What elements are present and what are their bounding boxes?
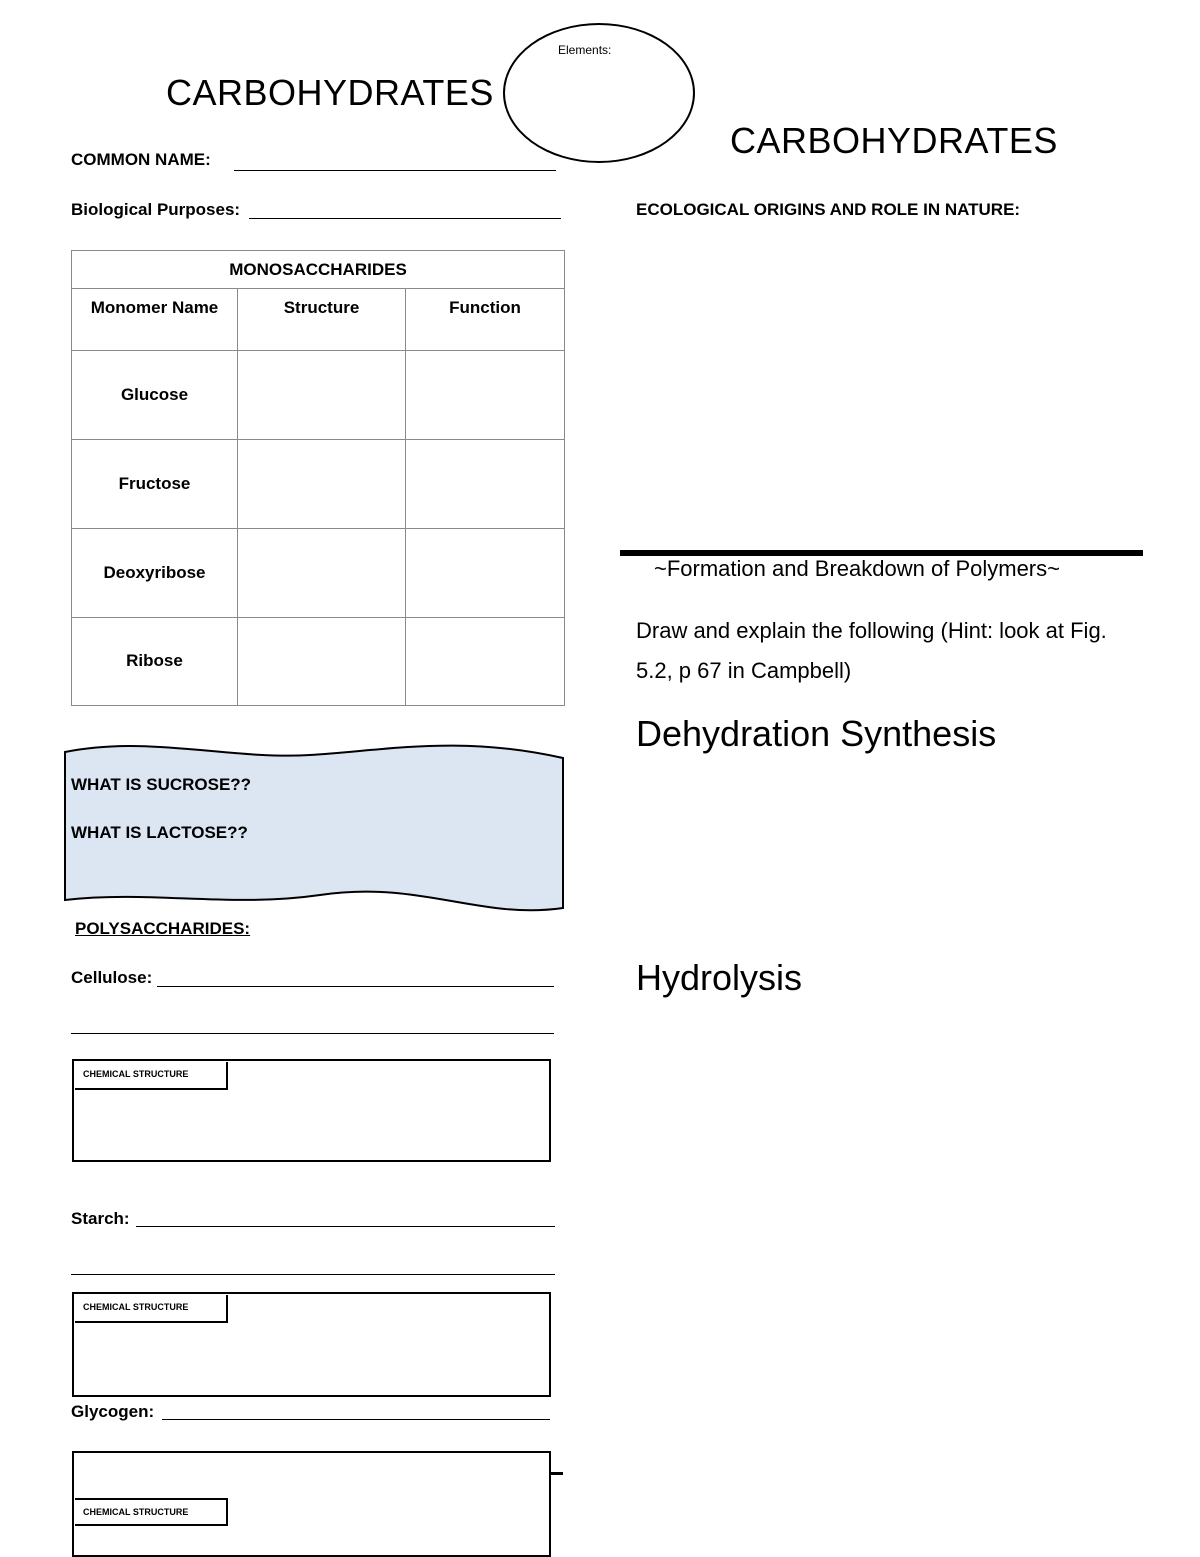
- sucrose-question: WHAT IS SUCROSE??: [71, 775, 252, 794]
- row-name-glucose: Glucose: [72, 351, 238, 440]
- glycogen-label: Glycogen:: [71, 1402, 155, 1421]
- section-heading: ~Formation and Breakdown of Polymers~: [654, 556, 1060, 581]
- instructions: Draw and explain the following (Hint: look at Fig. 5.2, p 67 in Campbell): [636, 618, 1107, 683]
- biological-purposes-line[interactable]: [249, 218, 561, 219]
- common-name-label: COMMON NAME:: [71, 150, 211, 169]
- table-row: [72, 440, 565, 528]
- cell-structure[interactable]: [238, 351, 406, 440]
- biological-purposes-label: Biological Purposes:: [71, 200, 241, 219]
- monosaccharides-table: [71, 250, 565, 706]
- lactose-question: WHAT IS LACTOSE??: [71, 823, 248, 842]
- cell-function[interactable]: [406, 440, 565, 528]
- starch-line-2[interactable]: [71, 1274, 555, 1275]
- column-function: Function: [406, 289, 565, 351]
- starch-structure-tag: CHEMICAL STRUCTURE: [75, 1295, 228, 1323]
- cell-structure[interactable]: [238, 617, 406, 705]
- glycogen-line[interactable]: [162, 1419, 550, 1420]
- row-name-deoxyribose: Deoxyribose: [72, 528, 238, 617]
- right-page-title: CARBOHYDRATES: [730, 120, 1058, 161]
- dehydration-heading: Dehydration Synthesis: [636, 713, 997, 754]
- cell-function[interactable]: [406, 528, 565, 617]
- row-name-fructose: Fructose: [72, 440, 238, 528]
- row-name-ribose: Ribose: [72, 617, 238, 705]
- cellulose-line-2[interactable]: [71, 1033, 554, 1034]
- common-name-line[interactable]: [234, 170, 556, 171]
- elements-label: Elements:: [558, 43, 612, 57]
- cellulose-label: Cellulose:: [71, 968, 153, 987]
- cellulose-line-1[interactable]: [157, 986, 554, 987]
- cell-structure[interactable]: [238, 528, 406, 617]
- column-structure: Structure: [238, 289, 406, 351]
- cellulose-structure-tag: CHEMICAL STRUCTURE: [75, 1062, 228, 1090]
- glycogen-structure-tag: CHEMICAL STRUCTURE: [75, 1498, 228, 1526]
- table-row: [72, 351, 565, 440]
- left-page-title: CARBOHYDRATES: [166, 72, 494, 113]
- polysaccharides-heading: POLYSACCHARIDES:: [75, 919, 251, 938]
- cell-function[interactable]: [406, 617, 565, 705]
- hydrolysis-heading: Hydrolysis: [636, 957, 803, 998]
- table-heading: MONOSACCHARIDES: [72, 251, 565, 289]
- table-row: [72, 528, 565, 617]
- cell-structure[interactable]: [238, 440, 406, 528]
- starch-line-1[interactable]: [136, 1226, 555, 1227]
- ecological-label: ECOLOGICAL ORIGINS AND ROLE IN NATURE:: [636, 200, 1021, 219]
- glycogen-box-tick: [549, 1472, 563, 1475]
- column-monomer-name: Monomer Name: [72, 289, 238, 351]
- cell-function[interactable]: [406, 351, 565, 440]
- starch-label: Starch:: [71, 1209, 130, 1228]
- table-row: [72, 617, 565, 705]
